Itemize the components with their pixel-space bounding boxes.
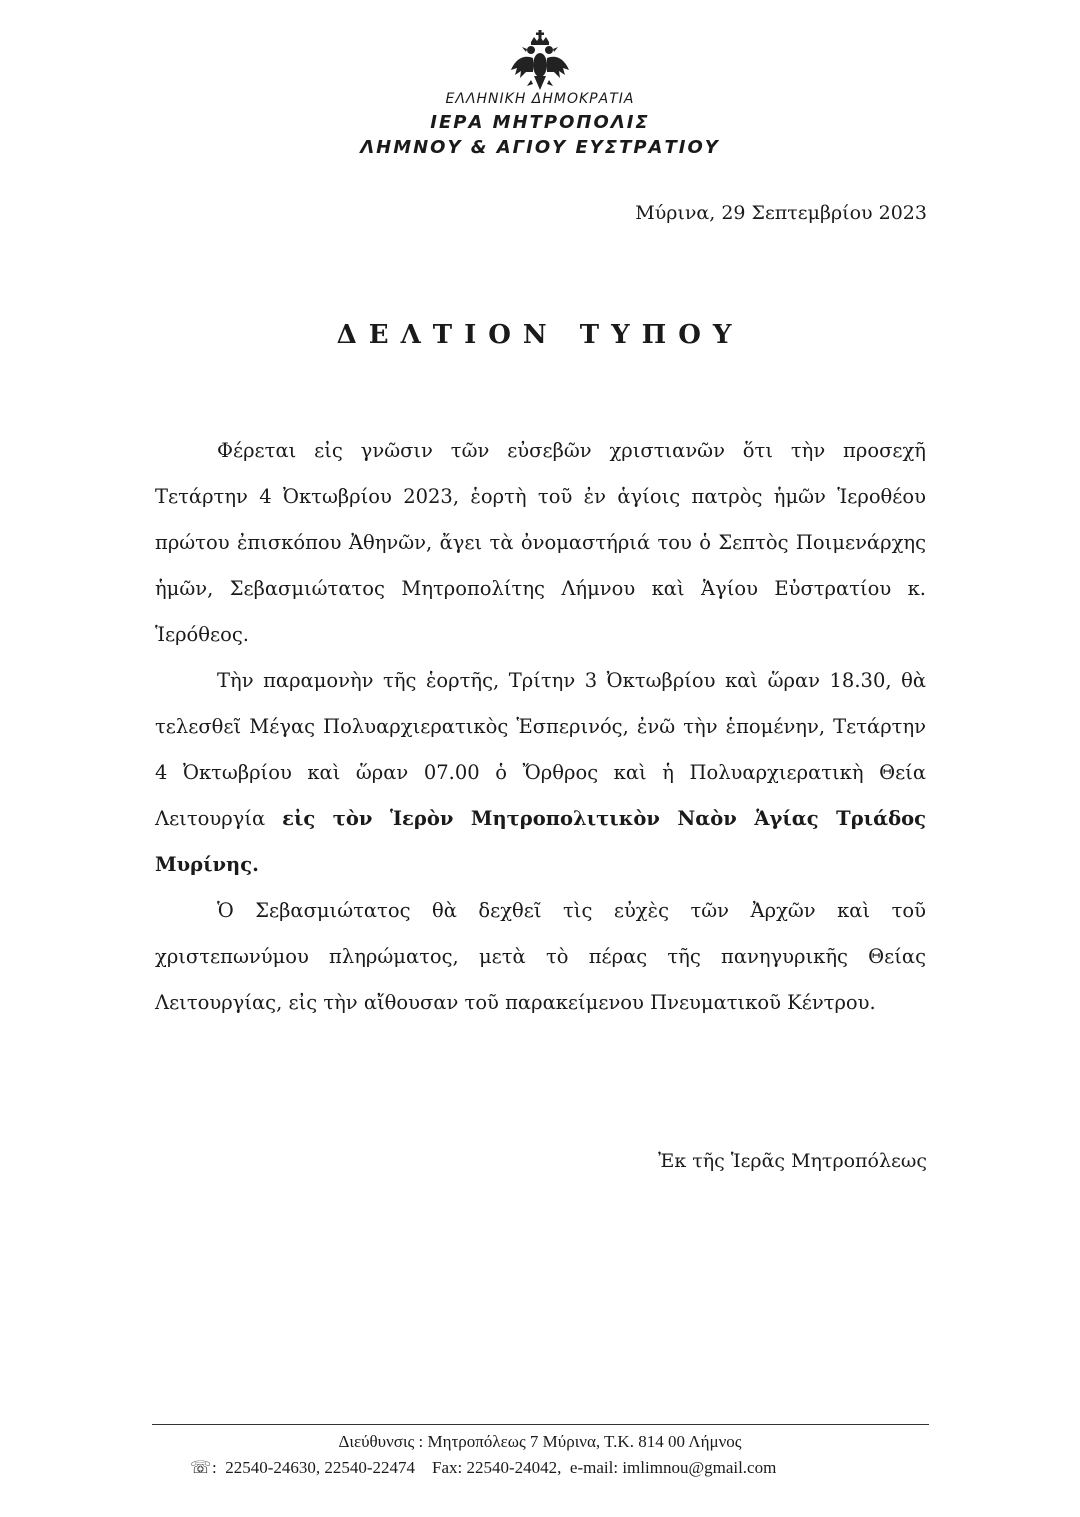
signature: Ἐκ τῆς Ἱερᾶς Μητροπόλεως [658,1150,927,1172]
document-title: ΔΕΛΤΙΟΝ ΤΥΠΟΥ [336,320,744,350]
paragraph-2 [155,658,926,888]
footer-contacts [190,1458,776,1478]
header-state: ΕΛΛΗΝΙΚΗ ΔΗΜΟΚΡΑΤΙΑ [445,91,635,107]
footer-contact-text: : 22540-24630, 22540-22474 Fax: 22540-24042, e-mail: imlimnou@gmail.com [212,1458,777,1477]
paragraph-2-text: Τὴν παραμονὴν τῆς ἑορτῆς, Τρίτην 3 Ὀκτωβρίου καὶ ὥραν 18.30, θὰ τελεσθεῖ Μέγας Πολυαρχιερατικὸς Ἑσπερινός, ἐνῶ τὴν ἑπομένην, Τετάρτην 4 Ὀκτωβρίου καὶ ὥραν 07.00 ὁ Ὄρθρος καὶ ἡ Πολυαρχιερατικὴ Θεία Λειτουργία [155,669,926,830]
footer-divider [152,1424,929,1425]
document-date: Μύρινα, 29 Σεπτεμβρίου 2023 [635,202,927,224]
phone-icon: ☏ [190,1458,212,1477]
paragraph-3: Ὁ Σεβασμιώτατος θὰ δεχθεῖ τὶς εὐχὲς τῶν Ἀρχῶν καὶ τοῦ χριστεπωνύμου πληρώματος, μετὰ τὸ πέρας τῆς πανηγυρικῆς Θείας Λειτουργίας, εἰς τὴν αἴθουσαν τοῦ παρακείμενου Πνευματικοῦ Κέντρου. [155,899,926,1014]
document-body [155,428,926,1026]
paragraph-2-bold: εἰς τὸν Ἱερὸν Μητροπολιτικὸν Ναὸν Ἁγίας Τριάδος Μυρίνης. [155,807,926,876]
header-metropolis: ΙΕΡΑ ΜΗΤΡΟΠΟΛΙΣ [430,112,650,133]
header-region: ΛΗΜΝΟΥ & ΑΓΙΟΥ ΕΥΣΤΡΑΤΙΟΥ [360,137,720,158]
paragraph-1: Φέρεται εἰς γνῶσιν τῶν εὐσεβῶν χριστιανῶν ὅτι τὴν προσεχῆ Τετάρτην 4 Ὀκτωβρίου 2023, ἑορτὴ τοῦ ἐν ἁγίοις πατρὸς ἡμῶν Ἱεροθέου πρώτου ἐπισκόπου Ἀθηνῶν, ἄγει τὰ ὀνομαστήριά του ὁ Σεπτὸς Ποιμενάρχης ἡμῶν, Σεβασμιώτατος Μητροπολίτης Λήμνου καὶ Ἁγίου Εὐστρατίου κ. Ἱερόθεος. [155,439,926,646]
footer-address: Διεύθυνσις : Μητροπόλεως 7 Μύρινα, Τ.Κ. 814 00 Λήμνος [338,1432,742,1451]
double-headed-eagle-icon [509,30,571,92]
